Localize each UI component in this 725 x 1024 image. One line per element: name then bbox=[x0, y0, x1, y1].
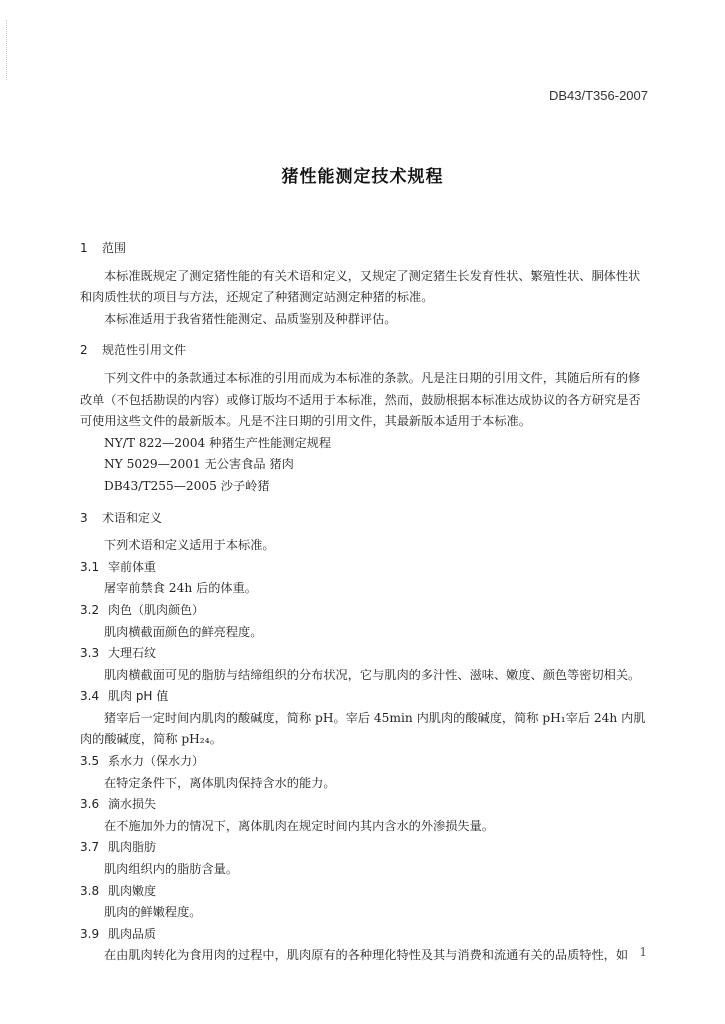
section-number: 2 bbox=[80, 343, 88, 358]
term-heading bbox=[80, 557, 652, 579]
page-number: 1 bbox=[639, 945, 647, 959]
reference-item: NY 5029—2001 无公害食品 猪肉 bbox=[104, 457, 294, 472]
term-heading bbox=[80, 751, 652, 773]
term-title: 肌肉品质 bbox=[108, 926, 157, 941]
reference-item: NY/T 822—2004 种猪生产性能测定规程 bbox=[104, 435, 332, 450]
term-heading bbox=[80, 924, 652, 946]
term-definition: 屠宰前禁食 24h 后的体重。 bbox=[104, 581, 257, 596]
term-number: 3.7 bbox=[80, 840, 100, 855]
term-title: 系水力（保水力） bbox=[108, 754, 205, 769]
section-number: 3 bbox=[80, 510, 88, 525]
term-number: 3.4 bbox=[80, 689, 100, 704]
term-definition: 在特定条件下，离体肌肉保持含水的能力。 bbox=[104, 775, 336, 790]
term-title: 肌肉 pH 值 bbox=[108, 689, 169, 704]
term-definition: 猪宰后一定时间内肌肉的酸碱度，简称 pH。宰后 45min 内肌肉的酸碱度，简称 pH₁宰后 24h 内肌肉的酸碱度，简称 pH₂₄。 bbox=[80, 710, 646, 747]
paragraph: 本标准适用于我省猪性能测定、品质鉴别及种群评估。 bbox=[104, 311, 397, 326]
document-body bbox=[80, 238, 652, 967]
section-title: 规范性引用文件 bbox=[102, 343, 187, 358]
term-title: 肌肉嫩度 bbox=[108, 883, 157, 898]
section-number: 1 bbox=[80, 241, 88, 255]
term-heading bbox=[80, 837, 652, 859]
term-number: 3.3 bbox=[80, 646, 100, 661]
term-heading bbox=[80, 643, 652, 665]
term-number: 3.5 bbox=[80, 754, 100, 769]
term-definition: 肌肉横截面颜色的鲜亮程度。 bbox=[104, 624, 263, 639]
term-heading bbox=[80, 686, 652, 708]
term-definition: 肌肉的鲜嫩程度。 bbox=[104, 905, 202, 920]
document-title: 猪性能测定技术规程 bbox=[281, 167, 444, 187]
term-heading bbox=[80, 881, 652, 903]
term-title: 宰前体重 bbox=[108, 559, 157, 574]
term-number: 3.2 bbox=[80, 602, 100, 617]
section-1-heading bbox=[80, 238, 652, 260]
term-title: 肉色（肌肉颜色） bbox=[108, 602, 205, 617]
section-title: 术语和定义 bbox=[102, 510, 163, 525]
term-number: 3.6 bbox=[80, 797, 100, 812]
term-number: 3.9 bbox=[80, 926, 100, 941]
section-2-heading bbox=[80, 340, 652, 362]
paragraph: 本标准既规定了测定猪性能的有关术语和定义，又规定了测定猪生长发育性状、繁殖性状、胴体性状和肉质性状的项目与方法，还规定了种猪测定站测定种猪的标准。 bbox=[80, 268, 641, 305]
term-number: 3.8 bbox=[80, 883, 100, 898]
section-3-heading bbox=[80, 508, 652, 530]
term-definition: 在由肌肉转化为食用肉的过程中，肌肉原有的各种理化特性及其与消费和流通有关的品质特性，如 bbox=[104, 948, 629, 963]
term-definition: 肌肉组织内的脂肪含量。 bbox=[104, 862, 239, 877]
paragraph: 下列术语和定义适用于本标准。 bbox=[104, 538, 275, 553]
scan-edge-mark bbox=[6, 20, 8, 80]
reference-item: DB43/T255—2005 沙子岭猪 bbox=[104, 478, 270, 493]
standard-code: DB43/T356-2007 bbox=[548, 88, 648, 103]
term-definition: 在不施加外力的情况下，离体肌肉在规定时间内其内含水的外渗损失量。 bbox=[104, 818, 494, 833]
section-title: 范围 bbox=[102, 241, 127, 255]
term-number: 3.1 bbox=[80, 559, 100, 574]
term-title: 肌肉脂肪 bbox=[108, 840, 157, 855]
term-heading bbox=[80, 600, 652, 622]
term-title: 大理石纹 bbox=[108, 646, 157, 661]
term-heading bbox=[80, 794, 652, 816]
term-definition: 肌肉横截面可见的脂肪与结缔组织的分布状况，它与肌肉的多汁性、滋味、嫩度、颜色等密切相关。 bbox=[104, 667, 641, 682]
term-title: 滴水损失 bbox=[108, 797, 157, 812]
paragraph: 下列文件中的条款通过本标准的引用而成为本标准的条款。凡是注日期的引用文件，其随后所有的修改单（不包括勘误的内容）或修订版均不适用于本标准，然而，鼓励根据本标准达成协议的各方研究是否可使用这些文件的最新版本。凡是不注日期的引用文件，其最新版本适用于本标准。 bbox=[80, 370, 641, 429]
